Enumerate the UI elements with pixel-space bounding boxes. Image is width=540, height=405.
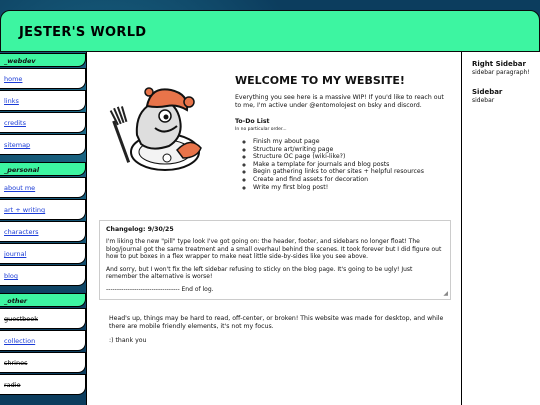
nav-link-disabled[interactable]: radio — [4, 381, 21, 389]
nav-link-disabled[interactable]: guestbook — [4, 315, 39, 323]
list-item: ◦ Structure OC page (wiki-like?) — [253, 153, 424, 161]
right-sidebar — [462, 52, 540, 405]
changelog-paragraph: And sorry, but I won't fix the left sidebar refusing to sticky on the blog page. It's going to be ugly! Just remember the alternative is worse! — [106, 265, 413, 280]
main-content — [86, 52, 462, 405]
intro-paragraph: Everything you see here is a massive WIP! If you'd like to reach out to me, I'm active under @entomolojest on bsky and discord. — [235, 94, 444, 109]
sidebar-block-title: Sidebar — [472, 88, 503, 96]
sidebar-block-title: Right Sidebar — [472, 60, 526, 68]
nav-link[interactable]: home — [4, 75, 23, 83]
nav-link[interactable]: journal — [4, 250, 27, 258]
nav-link[interactable]: art + writing — [4, 206, 46, 214]
nav-item-links[interactable] — [0, 90, 86, 111]
list-item: ◦ Write my first blog post! — [253, 184, 424, 192]
nav-item-sitemap[interactable] — [0, 134, 86, 155]
nav-link[interactable]: sitemap — [4, 141, 31, 149]
nav-item-credits[interactable] — [0, 112, 86, 133]
sidebar-block-text: sidebar paragraph! — [472, 69, 530, 76]
changelog-date: Changelog: 9/30/25 — [106, 226, 174, 233]
todo-list — [245, 138, 424, 191]
nav-link[interactable]: characters — [4, 228, 39, 236]
nav-item-characters[interactable] — [0, 221, 86, 242]
mascot-illustration — [107, 80, 217, 180]
nav-link-disabled[interactable]: shrines — [4, 359, 28, 367]
sidebar-block-text: sidebar — [472, 97, 495, 104]
nav-item-guestbook[interactable] — [0, 308, 86, 329]
nav-item-shrines[interactable] — [0, 352, 86, 373]
nav-section-label: _personal — [0, 162, 86, 176]
nav-item-blog[interactable] — [0, 265, 86, 286]
nav-item-about-me[interactable] — [0, 177, 86, 198]
resize-handle-icon[interactable]: ◢ — [443, 290, 448, 297]
list-item: ◦ Structure art/writing page — [253, 146, 424, 154]
list-item: ◦ Make a template for journals and blog posts — [253, 161, 424, 169]
nav-section-label: _webdev — [0, 53, 86, 67]
todo-title: To-Do List — [235, 118, 270, 125]
nav-link[interactable]: links — [4, 97, 19, 105]
nav-item-home[interactable] — [0, 68, 86, 89]
changelog-paragraph: I'm liking the new "pill" type look I've got going on: the header, footer, and sidebars no longer float! The blog/journal got the same treatment and a small overhaul behind the scenes. It took forever but I did figure out how to put boxes in a flex wrapper to make neat little side-by-sides like you see above. — [106, 238, 442, 260]
site-header — [0, 10, 540, 52]
welcome-heading: WELCOME TO MY WEBSITE! — [235, 74, 405, 87]
desktop-notice: Head's up, things may be hard to read, off-center, or broken! This website was made for desktop, and while there are mobile friendly elements, it's not my focus. — [109, 315, 444, 330]
nav-link[interactable]: about me — [4, 184, 36, 192]
nav-item-art-writing[interactable] — [0, 199, 86, 220]
changelog-box[interactable] — [99, 220, 451, 300]
list-item: ◦ Begin gathering links to other sites + helpful resources — [253, 168, 424, 176]
nav-link[interactable]: blog — [4, 272, 19, 280]
changelog-end: ---------------------------------- End of log. — [106, 285, 214, 293]
nav-item-radio[interactable] — [0, 374, 86, 395]
nav-item-collection[interactable] — [0, 330, 86, 351]
nav-section-label: _other — [0, 293, 86, 307]
thanks-text: :) thank you — [109, 337, 147, 344]
list-item: ◦ Finish my about page — [253, 138, 424, 146]
list-item: ◦ Create and find assets for decoration — [253, 176, 424, 184]
nav-link[interactable]: collection — [4, 337, 36, 345]
site-title: JESTER'S WORLD — [19, 25, 147, 40]
todo-subtitle: In no particular order... — [235, 127, 287, 132]
left-sidebar — [0, 52, 86, 405]
nav-item-journal[interactable] — [0, 243, 86, 264]
nav-link[interactable]: credits — [4, 119, 26, 127]
